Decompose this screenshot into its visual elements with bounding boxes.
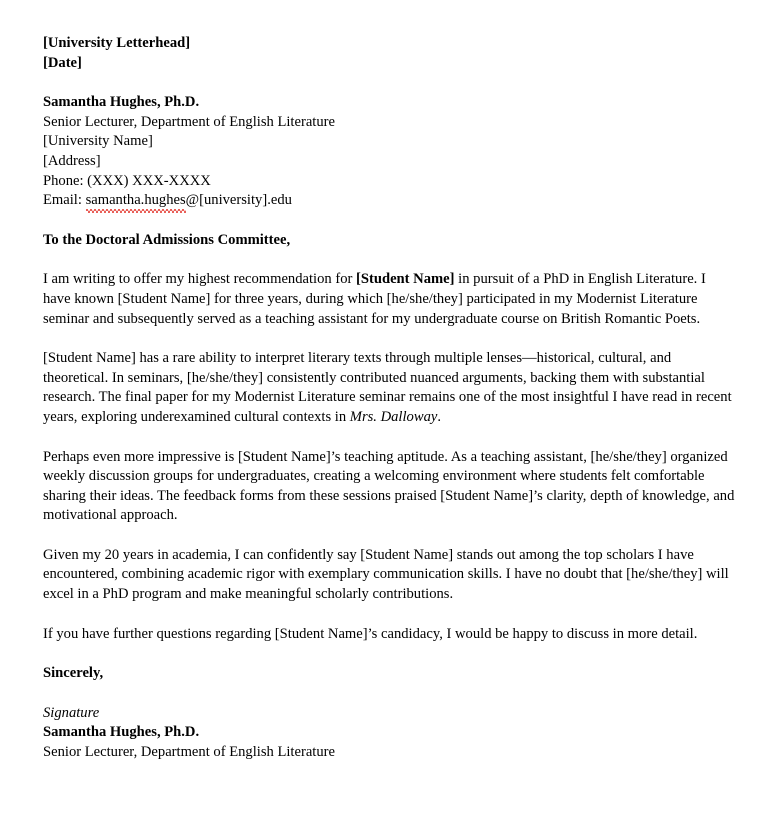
email-label: Email: xyxy=(43,192,86,209)
email-local-part-misspelled: samantha.hughes xyxy=(86,191,186,211)
spacer-p2-p3 xyxy=(43,428,735,448)
paragraph-4 xyxy=(43,546,735,605)
spacer-p4-p5 xyxy=(43,605,735,625)
letterhead-block xyxy=(43,34,735,73)
letterhead-line-1: [University Letterhead] xyxy=(43,35,191,51)
p1-run-0: I am writing to offer my highest recommendation for xyxy=(43,271,357,288)
paragraph-2 xyxy=(43,349,735,427)
p2-run-0: [Student Name] has a rare ability to interpret literary texts through multiple lenses—historical, cultural, and theoretical. In seminars, [he/she/they] consistently contributed nuanced arguments, backing them with substantial research. The final paper for my Modernist Literature seminar remains one of the most insightful I have read in recent years, exploring underexamined cultural contexts in xyxy=(43,350,732,425)
sender-address: [Address] xyxy=(43,152,101,169)
sender-university: [University Name] xyxy=(43,133,153,150)
signer-name: Samantha Hughes, Ph.D. xyxy=(43,724,200,741)
sender-title: Senior Lecturer, Department of English Literature xyxy=(43,113,335,130)
valediction: Sincerely, xyxy=(43,665,104,682)
letterhead-date-line: [Date] xyxy=(43,54,82,71)
spacer-after-letterhead xyxy=(43,73,735,93)
p1-student-name-bold: [Student Name] xyxy=(356,271,455,288)
sender-name: Samantha Hughes, Ph.D. xyxy=(43,94,200,111)
email-domain-part: @[university].edu xyxy=(185,192,292,209)
paragraph-5 xyxy=(43,625,735,645)
p5-run-0: If you have further questions regarding [Student Name]’s candidacy, I would be happy to discuss in more detail. xyxy=(43,625,698,642)
sender-phone: Phone: (XXX) XXX-XXXX xyxy=(43,172,211,189)
salutation: To the Doctoral Admissions Committee, xyxy=(43,231,291,248)
spacer-before-closing xyxy=(43,644,735,664)
sender-block xyxy=(43,93,735,211)
letter-body xyxy=(43,34,735,763)
spacer-after-salutation xyxy=(43,250,735,270)
p2-run-2: . xyxy=(437,408,441,425)
p3-run-0: Perhaps even more impressive is [Student Name]’s teaching aptitude. As a teaching assistant, [he/she/they] organized weekly discussion groups for undergraduates, creating a welcoming environment where students felt comfortable sharing their ideas. The feedback forms from these sessions praised [Student Name]’s clarity, depth of knowledge, and motivational approach. xyxy=(43,448,735,524)
p2-book-title-italic: Mrs. Dalloway xyxy=(349,408,438,425)
paragraph-1 xyxy=(43,270,735,329)
paragraph-3 xyxy=(43,448,735,526)
signer-title: Senior Lecturer, Department of English Literature xyxy=(43,744,335,761)
spacer-p3-p4 xyxy=(43,526,735,546)
sender-email-line xyxy=(43,191,735,211)
spacer-before-signature xyxy=(43,684,735,704)
signature-block xyxy=(43,704,735,763)
p4-run-0: Given my 20 years in academia, I can confidently say [Student Name] stands out among the top scholars I have encountered, combining academic rigor with exemplary communication skills. I have no doubt that [he/she/they] will excel in a PhD program and make meaningful scholarly contributions. xyxy=(43,546,729,603)
signature-placeholder: Signature xyxy=(43,704,100,721)
spacer-p1-p2 xyxy=(43,329,735,349)
p1-run-2: in pursuit of a PhD in English Literature. I have known [Student Name] for three years, during which [he/she/they] participated in my Modernist Literature seminar and subsequently served as a teaching assistant for my undergraduate course on British Romantic Poets. xyxy=(43,271,706,327)
spacer-before-salutation xyxy=(43,211,735,231)
